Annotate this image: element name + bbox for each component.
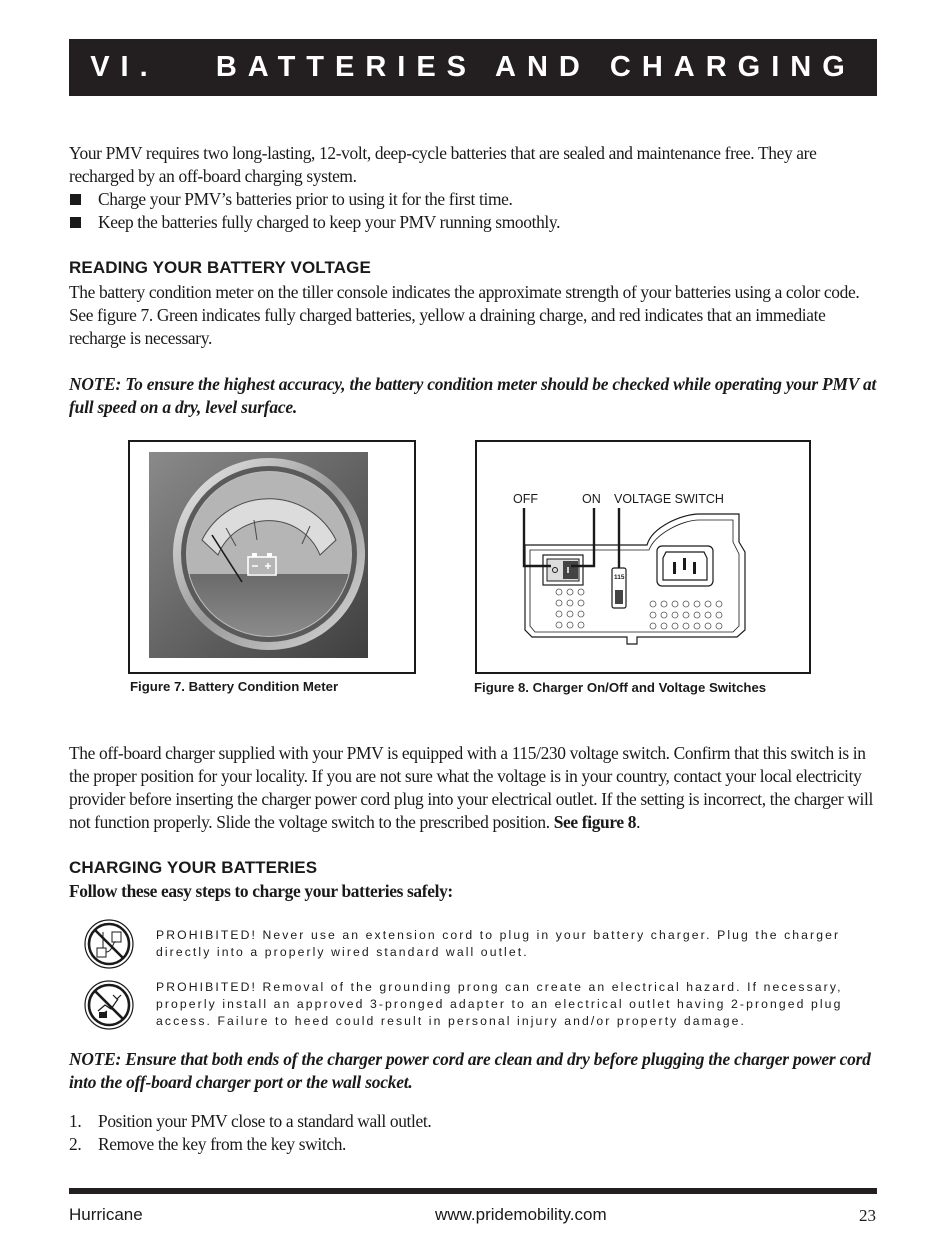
- see-figure-8-link: See figure 8: [553, 812, 637, 832]
- list-item: Charge your PMV’s batteries prior to using it for the first time.: [69, 188, 879, 211]
- list-item: 2. Remove the key from the key switch.: [69, 1134, 347, 1154]
- page-number: 23: [859, 1206, 876, 1225]
- figure-8-frame: [475, 440, 811, 674]
- list-item: 1. Position your PMV close to a standard wall outlet.: [69, 1111, 432, 1131]
- figure-8-caption: Figure 8. Charger On/Off and Voltage Switches: [474, 680, 767, 695]
- off-label: OFF: [513, 492, 538, 506]
- bullet-square-icon: [70, 194, 81, 205]
- reading-note: NOTE: To ensure the highest accuracy, the battery condition meter should be checked while operating your PMV at full speed on a dry, level surface.: [69, 374, 877, 417]
- section-header: [69, 39, 877, 96]
- footer-product-name: Hurricane: [69, 1205, 143, 1224]
- charging-heading: CHARGING YOUR BATTERIES: [69, 858, 318, 877]
- no-extension-cord-icon: [83, 918, 135, 970]
- list-item: Keep the batteries fully charged to keep your PMV running smoothly.: [69, 211, 879, 234]
- intro-paragraph: Your PMV requires two long-lasting, 12-volt, deep-cycle batteries that are sealed and maintenance free. They are recharged by an off-board charging system.: [69, 143, 817, 186]
- intro-bullets: [69, 188, 879, 234]
- footer-rule: [69, 1188, 877, 1194]
- on-label: ON: [582, 492, 601, 506]
- battery-condition-meter-icon: [130, 442, 413, 671]
- section-title: VI. BATTERIES AND CHARGING: [90, 51, 856, 83]
- charger-switches-diagram: [477, 442, 808, 671]
- figure-7-caption: Figure 7. Battery Condition Meter: [130, 679, 339, 694]
- charging-subheading: Follow these easy steps to charge your batteries safely:: [69, 881, 453, 901]
- voltage-switch-value: 115: [614, 574, 625, 581]
- footer-website: www.pridemobility.com: [435, 1205, 607, 1224]
- bullet-square-icon: [70, 217, 81, 228]
- charging-note: NOTE: Ensure that both ends of the charger power cord are clean and dry before plugging the charger power cord into the off-board charger port or the wall socket.: [69, 1049, 871, 1092]
- figure-7-frame: [128, 440, 416, 674]
- charging-steps: [69, 1110, 431, 1156]
- reading-paragraph: The battery condition meter on the tiller console indicates the approximate strength of your batteries using a color code. See figure 7. Green indicates fully charged batteries, yellow a draining charge, and red indicates that an immediate recharge is necessary.: [69, 282, 860, 348]
- voltage-switch-label: VOLTAGE SWITCH: [614, 492, 724, 506]
- charger-paragraph: The off-board charger supplied with your PMV is equipped with a 115/230 voltage switch. Confirm that this switch is in the proper position for your locality. If you are not sure what the voltage is in your country, contact your local electricity provider before inserting the charger power cord plug into your electrical outlet. If the setting is incorrect, the charger will not function properly. Slide the voltage switch to the prescribed position. See figure 8.: [69, 743, 873, 832]
- warning-extension-cord-text: PROHIBITED! Never use an extension cord to plug in your battery charger. Plug the charger directly into a properly wired standard wall outlet.: [156, 928, 841, 959]
- warning-grounding-prong-text: PROHIBITED! Removal of the grounding prong can create an electrical hazard. If necessary, properly install an approved 3-pronged adapter to an electrical outlet having 2-pronged plug access. Failure to heed could result in personal injury and/or property damage.: [156, 980, 843, 1028]
- no-grounding-prong-removal-icon: [83, 979, 135, 1031]
- reading-heading: READING YOUR BATTERY VOLTAGE: [69, 258, 371, 277]
